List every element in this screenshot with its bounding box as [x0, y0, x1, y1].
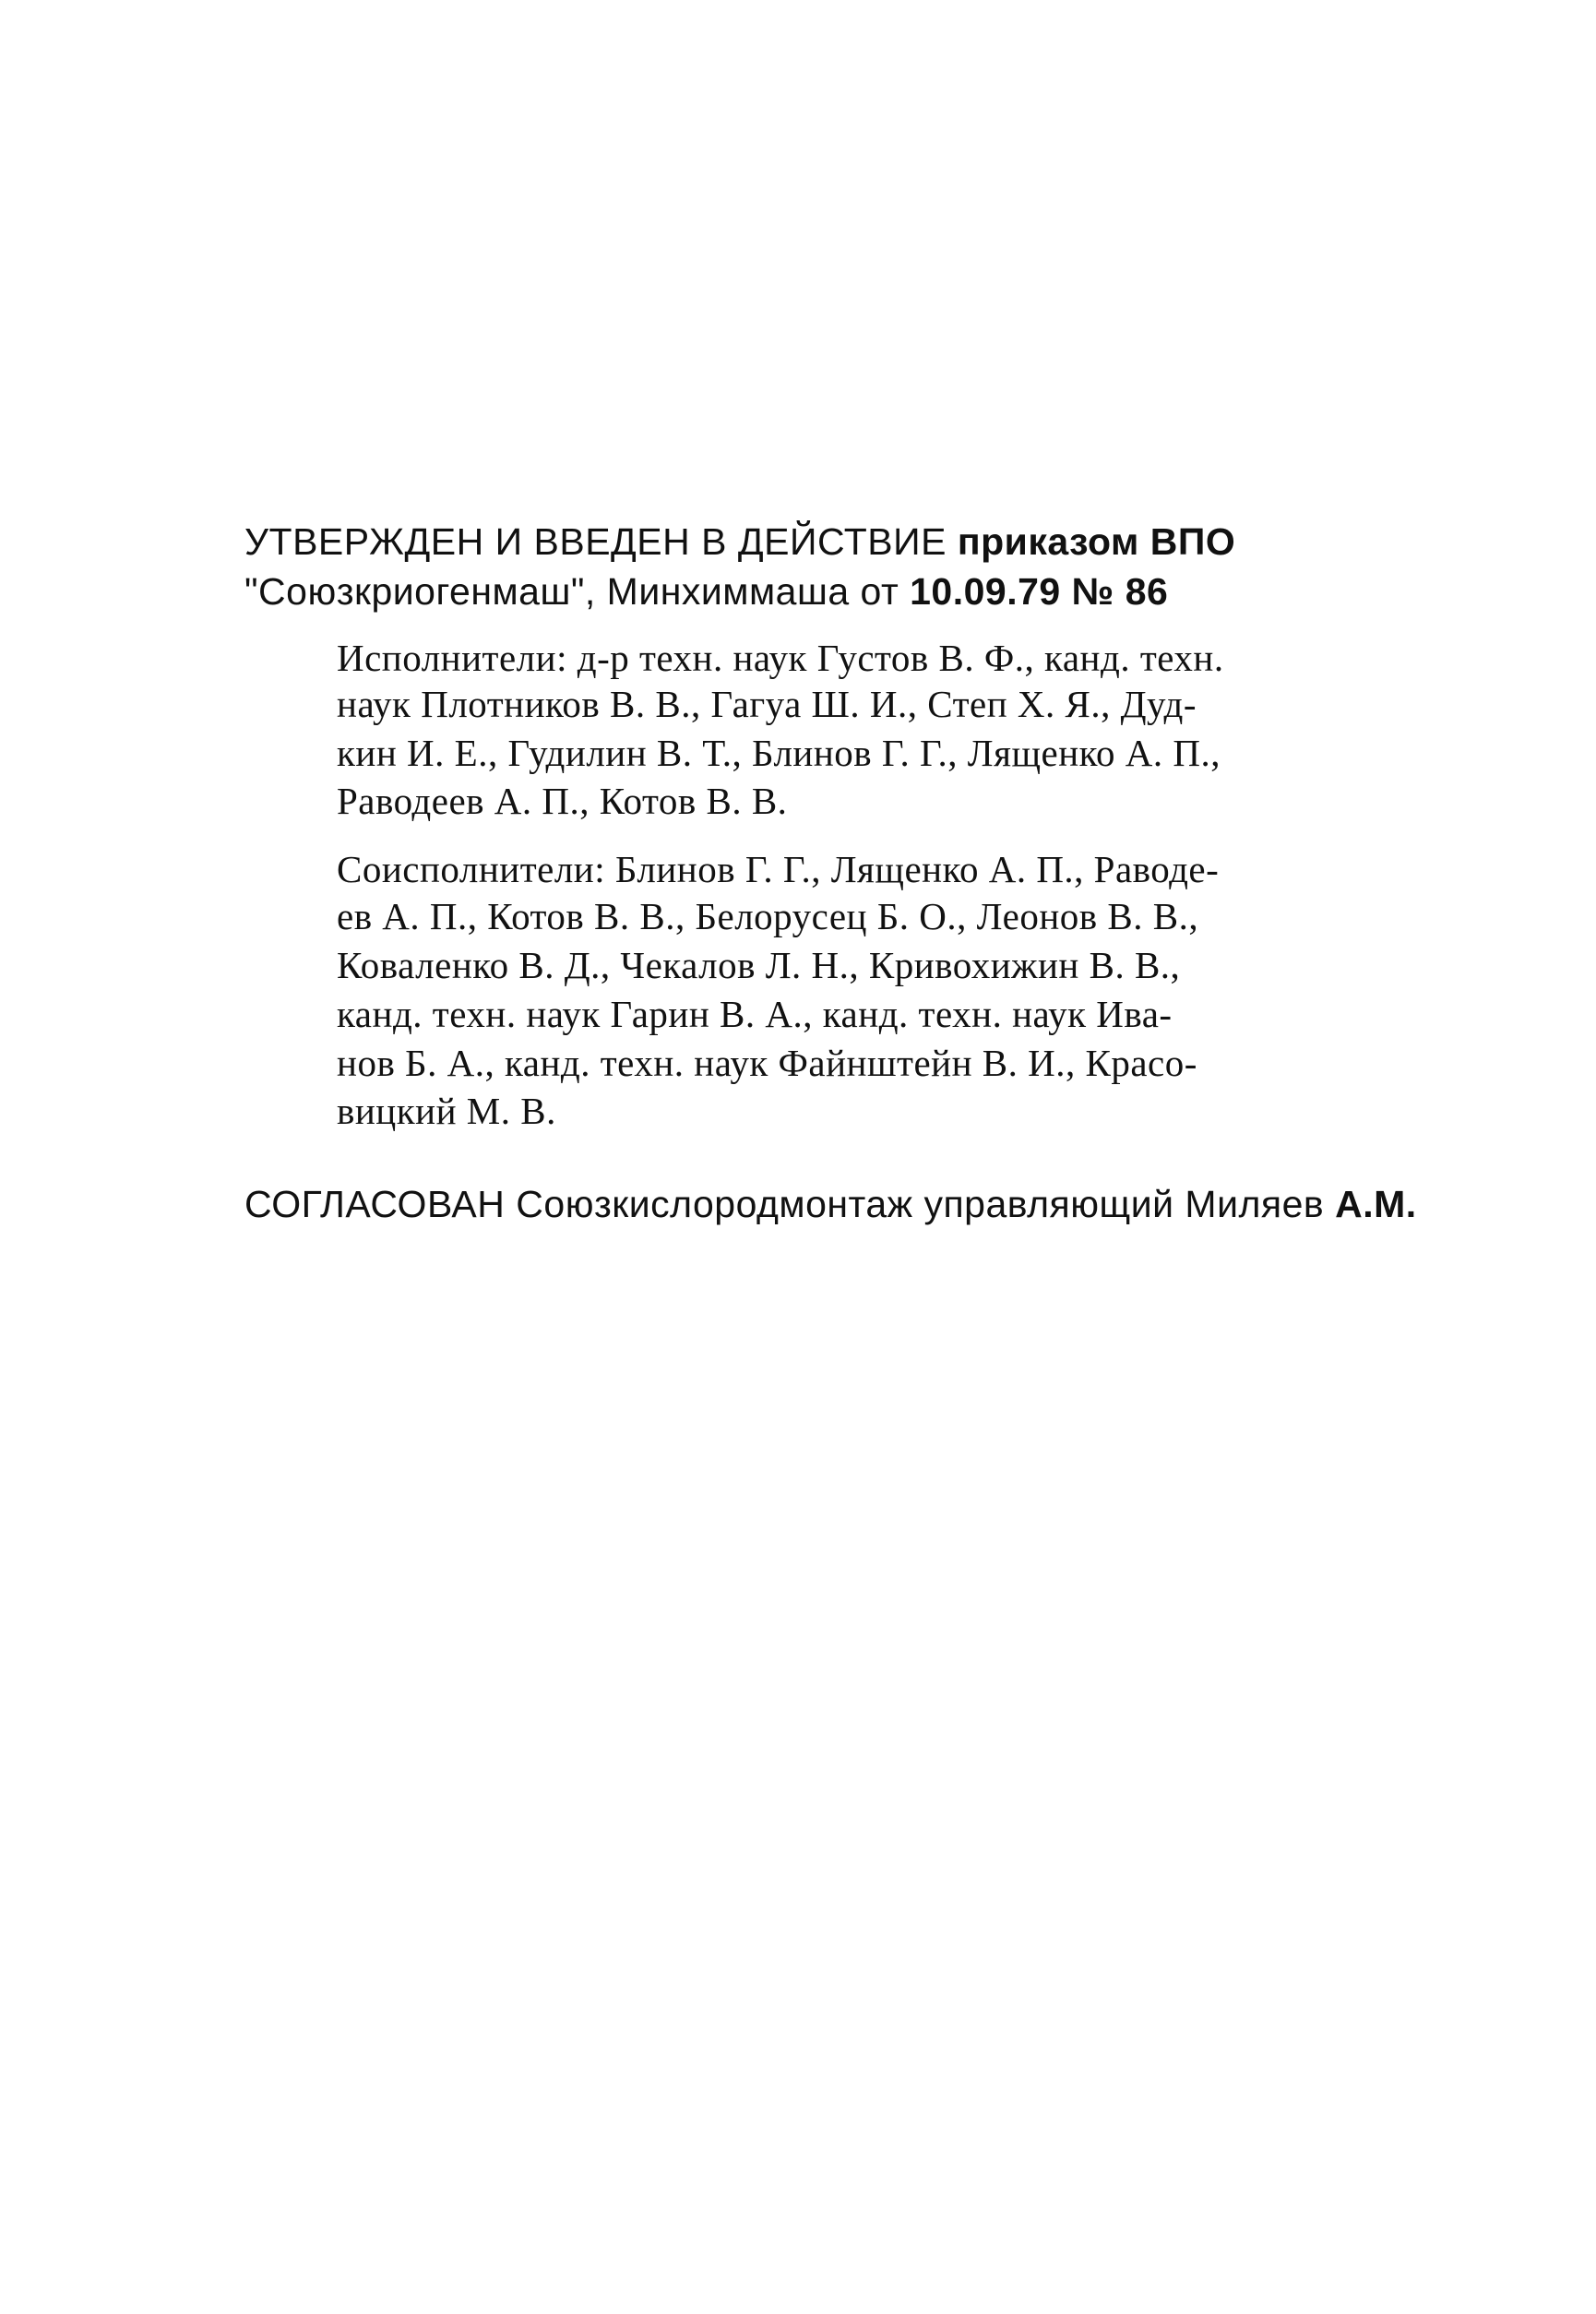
approval-order: приказом ВПО: [957, 520, 1236, 563]
approval-organization: "Союзкриогенмаш", Минхиммаша от: [244, 570, 899, 613]
approval-line-1: [244, 519, 1370, 565]
approval-line-2: [244, 568, 1370, 614]
executors-line-3: кин И. Е., Гудилин В. Т., Блинов Г. Г., Лященко А. П.,: [337, 732, 1221, 774]
co-executors-line-4: канд. техн. наук Гарин В. А., канд. техн. наук Ива-: [337, 993, 1173, 1035]
approval-heading: УТВЕРЖДЕН И ВВЕДЕН В ДЕЙСТВИЕ: [244, 520, 947, 563]
approval-number: № 86: [1071, 570, 1169, 613]
agreed-text: Союзкислородмонтаж управляющий Миляев: [516, 1183, 1325, 1225]
executors-line-2: наук Плотников В. В., Гагуа Ш. И., Степ Х. Я., Дуд-: [337, 683, 1197, 725]
executors-line-1: Исполнители: д-р техн. наук Густов В. Ф., канд. техн.: [337, 637, 1224, 679]
executors-line-4: Раводеев А. П., Котов В. В.: [337, 780, 788, 822]
co-executors-line-1: Соисполнители: Блинов Г. Г., Лященко А. П., Раводе-: [337, 848, 1220, 890]
agreed-line: [244, 1181, 1527, 1227]
co-executors-line-6: вицкий М. В.: [337, 1090, 556, 1132]
agreed-initials: А.М.: [1335, 1183, 1417, 1225]
co-executors-line-2: ев А. П., Котов В. В., Белорусец Б. О., Леонов В. В.,: [337, 895, 1199, 937]
agreed-heading: СОГЛАСОВАН: [244, 1183, 506, 1225]
co-executors-line-5: нов Б. А., канд. техн. наук Файнштейн В. И., Красо-: [337, 1042, 1197, 1084]
co-executors-line-3: Коваленко В. Д., Чекалов Л. Н., Кривохижин В. В.,: [337, 944, 1181, 986]
approval-date: 10.09.79: [910, 570, 1061, 613]
